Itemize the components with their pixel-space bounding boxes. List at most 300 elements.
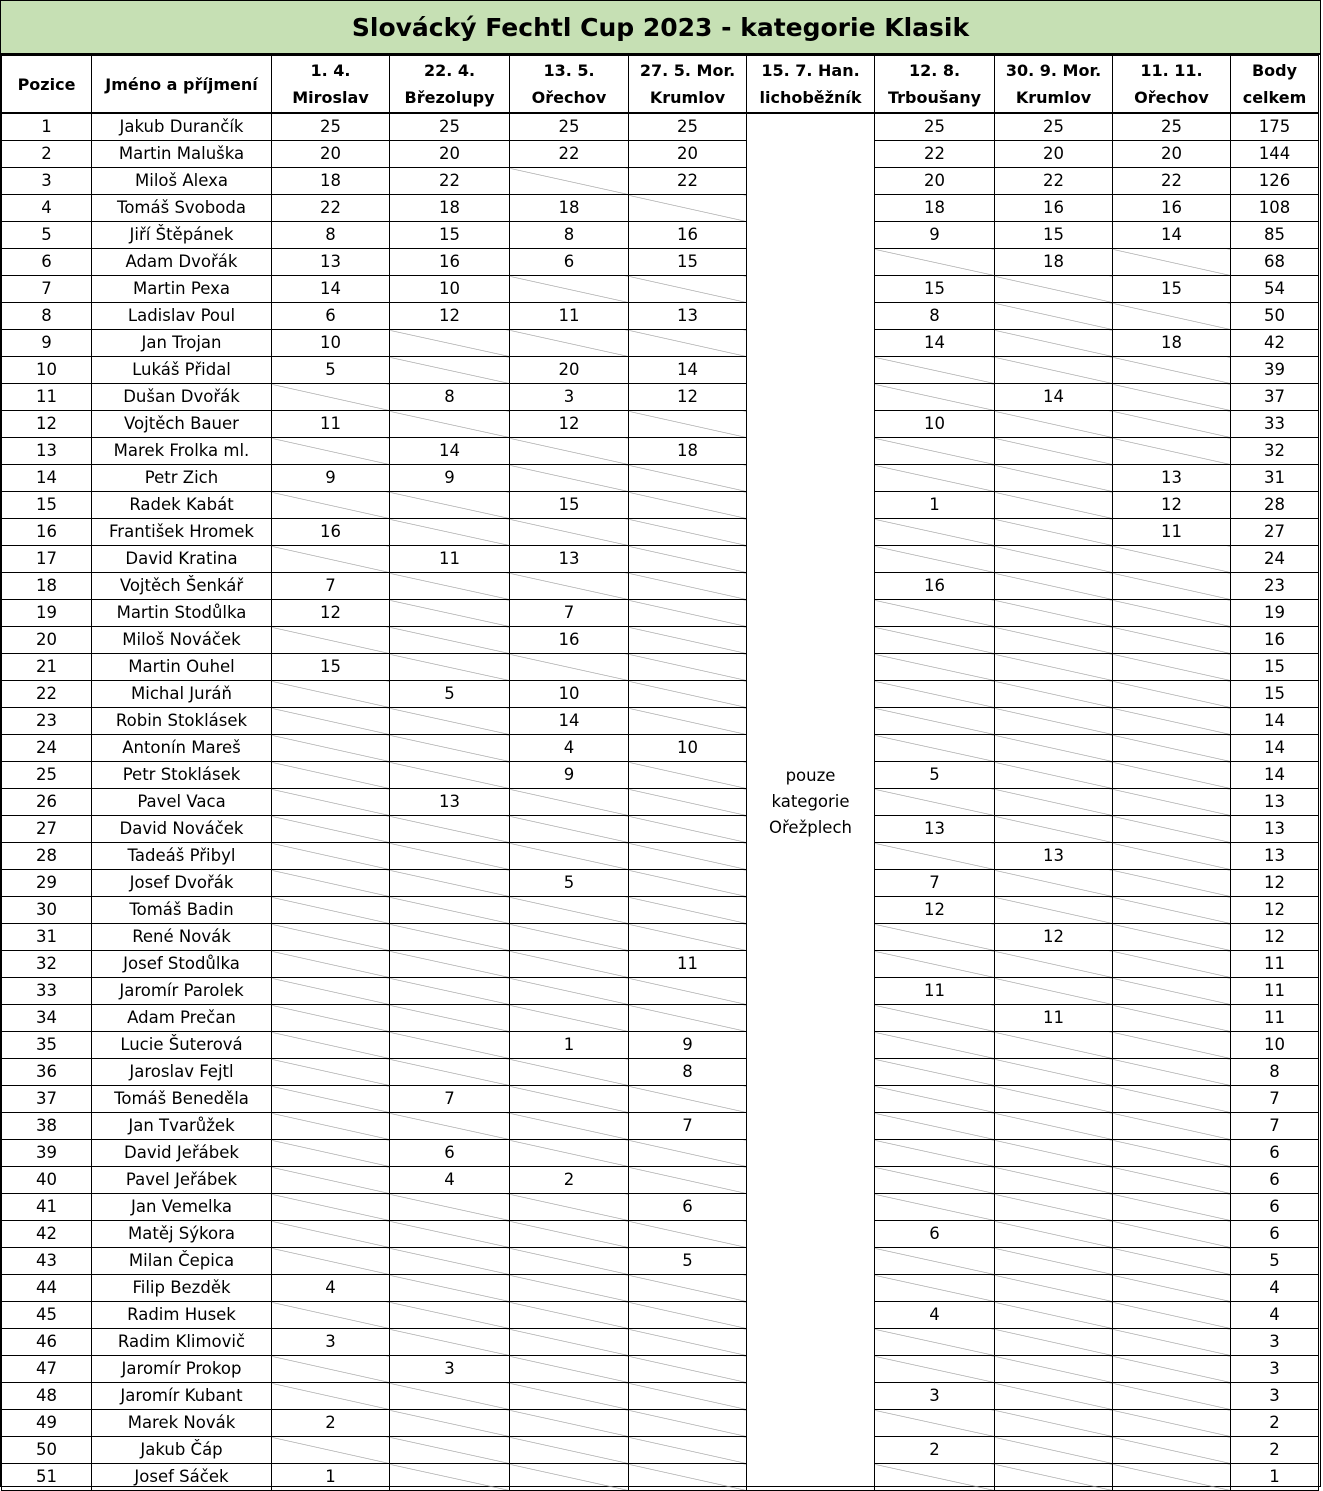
score-cell-event-6 [875,627,995,654]
score-cell-event-1 [272,1248,390,1275]
score-cell-event-1: 8 [272,222,390,249]
total-cell: 12 [1231,924,1319,951]
score-cell-event-8 [1113,546,1231,573]
score-cell-event-7: 16 [995,195,1113,222]
table-row [2,276,1319,303]
position-cell: 22 [2,681,92,708]
total-cell: 19 [1231,600,1319,627]
score-cell-event-4 [629,600,747,627]
score-cell-event-7 [995,789,1113,816]
score-cell-event-1: 14 [272,276,390,303]
table-row [2,627,1319,654]
name-cell: Tomáš Beneděla [92,1086,272,1113]
name-cell: Jan Vemelka [92,1194,272,1221]
score-cell-event-4 [629,573,747,600]
score-cell-event-4 [629,789,747,816]
score-cell-event-7 [995,1302,1113,1329]
merged-note-cell [747,113,875,1491]
score-cell-event-2 [390,978,510,1005]
total-cell: 126 [1231,168,1319,195]
name-cell: Adam Prečan [92,1005,272,1032]
total-cell: 6 [1231,1140,1319,1167]
score-cell-event-3: 18 [510,195,629,222]
name-cell: Martin Maluška [92,141,272,168]
table-row [2,465,1319,492]
table-row [2,195,1319,222]
score-cell-event-2 [390,1248,510,1275]
score-cell-event-6 [875,1032,995,1059]
score-cell-event-4: 18 [629,438,747,465]
table-row [2,1302,1319,1329]
score-cell-event-4 [629,195,747,222]
sheet-title: Slovácký Fechtl Cup 2023 - kategorie Klasik [1,1,1320,55]
name-cell: Radim Husek [92,1302,272,1329]
score-cell-event-7 [995,1140,1113,1167]
score-cell-event-8 [1113,681,1231,708]
score-cell-event-1: 13 [272,249,390,276]
score-cell-event-4 [629,627,747,654]
score-cell-event-1: 4 [272,1275,390,1302]
score-cell-event-6: 9 [875,222,995,249]
score-cell-event-1 [272,1113,390,1140]
position-cell: 28 [2,843,92,870]
table-row [2,1248,1319,1275]
score-cell-event-7 [995,1086,1113,1113]
position-cell: 5 [2,222,92,249]
position-cell: 20 [2,627,92,654]
score-cell-event-3: 6 [510,249,629,276]
name-cell: Petr Zich [92,465,272,492]
score-cell-event-3 [510,519,629,546]
score-cell-event-3 [510,330,629,357]
name-cell: Radek Kabát [92,492,272,519]
name-cell: Pavel Jeřábek [92,1167,272,1194]
score-cell-event-6 [875,1005,995,1032]
total-cell: 14 [1231,762,1319,789]
score-cell-event-8 [1113,438,1231,465]
position-cell: 27 [2,816,92,843]
score-cell-event-6 [875,465,995,492]
table-row [2,1086,1319,1113]
score-cell-event-6 [875,708,995,735]
table-row [2,573,1319,600]
score-cell-event-2: 8 [390,384,510,411]
position-cell: 14 [2,465,92,492]
score-cell-event-3 [510,1059,629,1086]
score-cell-event-8 [1113,789,1231,816]
table-row [2,708,1319,735]
table-row [2,1410,1319,1437]
score-cell-event-2 [390,492,510,519]
total-cell: 54 [1231,276,1319,303]
score-cell-event-3 [510,924,629,951]
score-cell-event-7 [995,465,1113,492]
score-cell-event-2 [390,816,510,843]
score-cell-event-1 [272,762,390,789]
name-cell: Milan Čepica [92,1248,272,1275]
score-cell-event-2 [390,870,510,897]
score-cell-event-6: 2 [875,1437,995,1464]
score-cell-event-8: 15 [1113,276,1231,303]
score-cell-event-3 [510,978,629,1005]
name-cell: Jan Trojan [92,330,272,357]
score-cell-event-3 [510,1383,629,1410]
name-cell: Jaromír Kubant [92,1383,272,1410]
score-cell-event-4: 6 [629,1194,747,1221]
name-cell: Jaromír Parolek [92,978,272,1005]
score-cell-event-4 [629,276,747,303]
score-cell-event-4 [629,1464,747,1491]
score-cell-event-2: 14 [390,438,510,465]
name-cell: Tomáš Badin [92,897,272,924]
header-event-3: 13. 5. Ořechov [510,56,629,114]
score-cell-event-8 [1113,735,1231,762]
score-cell-event-8 [1113,708,1231,735]
score-cell-event-3: 16 [510,627,629,654]
name-cell: Jakub Durančík [92,113,272,141]
score-cell-event-7: 13 [995,843,1113,870]
score-cell-event-7 [995,951,1113,978]
score-cell-event-4 [629,1221,747,1248]
header-row [2,56,1319,114]
score-cell-event-3 [510,1356,629,1383]
position-cell: 29 [2,870,92,897]
score-cell-event-8 [1113,816,1231,843]
score-cell-event-8 [1113,1194,1231,1221]
score-cell-event-7 [995,762,1113,789]
position-cell: 32 [2,951,92,978]
score-cell-event-1 [272,1032,390,1059]
score-cell-event-2: 18 [390,195,510,222]
score-cell-event-6: 22 [875,141,995,168]
score-cell-event-1 [272,1437,390,1464]
score-cell-event-3 [510,789,629,816]
total-cell: 16 [1231,627,1319,654]
score-cell-event-4 [629,1437,747,1464]
score-cell-event-4: 13 [629,303,747,330]
score-cell-event-4 [629,1275,747,1302]
header-event-5: 15. 7. Han. lichoběžník [747,56,875,114]
score-cell-event-2: 22 [390,168,510,195]
table-row [2,141,1319,168]
name-cell: František Hromek [92,519,272,546]
total-cell: 11 [1231,1005,1319,1032]
table-row [2,1194,1319,1221]
score-cell-event-2 [390,1383,510,1410]
name-cell: Antonín Mareš [92,735,272,762]
score-cell-event-8 [1113,951,1231,978]
score-cell-event-3: 13 [510,546,629,573]
score-cell-event-4 [629,492,747,519]
score-cell-event-7 [995,1032,1113,1059]
score-cell-event-1: 25 [272,113,390,141]
score-cell-event-2: 6 [390,1140,510,1167]
total-cell: 13 [1231,843,1319,870]
score-cell-event-8 [1113,1221,1231,1248]
score-cell-event-1 [272,1086,390,1113]
score-cell-event-3: 12 [510,411,629,438]
name-cell: Martin Ouhel [92,654,272,681]
score-cell-event-1 [272,492,390,519]
score-cell-event-3 [510,1437,629,1464]
score-cell-event-4 [629,843,747,870]
score-cell-event-7 [995,654,1113,681]
score-cell-event-2 [390,627,510,654]
header-event-8: 11. 11. Ořechov [1113,56,1231,114]
score-cell-event-4: 16 [629,222,747,249]
merged-note-line: kategorie [771,792,850,811]
score-cell-event-3: 25 [510,113,629,141]
total-cell: 1 [1231,1464,1319,1491]
total-cell: 50 [1231,303,1319,330]
score-cell-event-8 [1113,357,1231,384]
score-cell-event-6 [875,654,995,681]
score-cell-event-3 [510,465,629,492]
score-cell-event-2 [390,843,510,870]
score-cell-event-8: 11 [1113,519,1231,546]
total-cell: 3 [1231,1329,1319,1356]
position-cell: 46 [2,1329,92,1356]
score-cell-event-2 [390,735,510,762]
position-cell: 50 [2,1437,92,1464]
score-cell-event-2 [390,924,510,951]
score-cell-event-8 [1113,762,1231,789]
score-cell-event-8 [1113,1329,1231,1356]
score-cell-event-1 [272,816,390,843]
score-cell-event-7: 14 [995,384,1113,411]
score-cell-event-7 [995,303,1113,330]
total-cell: 3 [1231,1383,1319,1410]
position-cell: 18 [2,573,92,600]
table-row [2,1437,1319,1464]
score-cell-event-3 [510,951,629,978]
score-cell-event-8: 22 [1113,168,1231,195]
table-row [2,600,1319,627]
score-cell-event-6 [875,1167,995,1194]
score-cell-event-7 [995,1437,1113,1464]
score-cell-event-1 [272,1221,390,1248]
score-cell-event-1 [272,1140,390,1167]
table-row [2,1356,1319,1383]
score-cell-event-7 [995,546,1113,573]
score-cell-event-1: 22 [272,195,390,222]
score-cell-event-4 [629,762,747,789]
score-cell-event-6: 14 [875,330,995,357]
score-cell-event-6: 1 [875,492,995,519]
score-cell-event-7 [995,1464,1113,1491]
score-cell-event-7 [995,735,1113,762]
score-cell-event-6 [875,1248,995,1275]
position-cell: 8 [2,303,92,330]
score-cell-event-2 [390,573,510,600]
merged-note-line: pouze [785,766,836,785]
position-cell: 17 [2,546,92,573]
score-cell-event-1 [272,681,390,708]
score-cell-event-3 [510,1086,629,1113]
score-cell-event-1: 18 [272,168,390,195]
position-cell: 34 [2,1005,92,1032]
score-cell-event-1: 16 [272,519,390,546]
total-cell: 10 [1231,1032,1319,1059]
score-cell-event-7 [995,330,1113,357]
position-cell: 51 [2,1464,92,1491]
score-cell-event-8 [1113,1086,1231,1113]
score-cell-event-4 [629,1356,747,1383]
name-cell: Josef Sáček [92,1464,272,1491]
score-cell-event-2 [390,1329,510,1356]
name-cell: Pavel Vaca [92,789,272,816]
score-cell-event-4 [629,465,747,492]
score-cell-event-3: 1 [510,1032,629,1059]
score-cell-event-2 [390,411,510,438]
score-cell-event-4 [629,897,747,924]
position-cell: 35 [2,1032,92,1059]
score-cell-event-8: 12 [1113,492,1231,519]
score-cell-event-8 [1113,1167,1231,1194]
score-cell-event-6: 6 [875,1221,995,1248]
score-cell-event-7: 20 [995,141,1113,168]
score-cell-event-7 [995,978,1113,1005]
header-event-2: 22. 4. Březolupy [390,56,510,114]
name-cell: Lukáš Přidal [92,357,272,384]
table-row [2,1221,1319,1248]
total-cell: 7 [1231,1113,1319,1140]
name-cell: David Jeřábek [92,1140,272,1167]
score-cell-event-8 [1113,384,1231,411]
score-cell-event-8 [1113,1302,1231,1329]
table-row [2,1113,1319,1140]
total-cell: 23 [1231,573,1319,600]
score-cell-event-6: 5 [875,762,995,789]
score-cell-event-3 [510,654,629,681]
score-cell-event-7 [995,1059,1113,1086]
table-row [2,357,1319,384]
score-cell-event-6 [875,843,995,870]
score-cell-event-3: 2 [510,1167,629,1194]
score-cell-event-7 [995,681,1113,708]
score-cell-event-3 [510,843,629,870]
score-cell-event-6 [875,924,995,951]
score-cell-event-7 [995,573,1113,600]
score-cell-event-8: 25 [1113,113,1231,141]
score-cell-event-4: 15 [629,249,747,276]
name-cell: Matěj Sýkora [92,1221,272,1248]
score-cell-event-3 [510,573,629,600]
name-cell: Martin Stodůlka [92,600,272,627]
score-cell-event-4: 7 [629,1113,747,1140]
score-cell-event-6 [875,1410,995,1437]
score-cell-event-8 [1113,1410,1231,1437]
score-cell-event-2 [390,1194,510,1221]
score-cell-event-3: 10 [510,681,629,708]
score-cell-event-3 [510,1221,629,1248]
score-cell-event-4 [629,411,747,438]
score-cell-event-2 [390,1059,510,1086]
table-row [2,870,1319,897]
score-cell-event-3 [510,1248,629,1275]
total-cell: 5 [1231,1248,1319,1275]
total-cell: 4 [1231,1302,1319,1329]
name-cell: Jaroslav Fejtl [92,1059,272,1086]
score-cell-event-7 [995,411,1113,438]
score-cell-event-6 [875,600,995,627]
name-cell: Tomáš Svoboda [92,195,272,222]
score-cell-event-6: 8 [875,303,995,330]
position-cell: 10 [2,357,92,384]
score-cell-event-2 [390,654,510,681]
score-cell-event-4: 9 [629,1032,747,1059]
score-cell-event-4 [629,924,747,951]
position-cell: 36 [2,1059,92,1086]
position-cell: 39 [2,1140,92,1167]
name-cell: Adam Dvořák [92,249,272,276]
score-cell-event-1 [272,546,390,573]
score-cell-event-8 [1113,1113,1231,1140]
score-cell-event-2 [390,708,510,735]
total-cell: 12 [1231,870,1319,897]
score-cell-event-7 [995,1167,1113,1194]
score-cell-event-4: 11 [629,951,747,978]
score-cell-event-8 [1113,1464,1231,1491]
name-cell: Jan Tvarůžek [92,1113,272,1140]
position-cell: 33 [2,978,92,1005]
score-cell-event-3: 15 [510,492,629,519]
score-cell-event-1 [272,1194,390,1221]
score-cell-event-7 [995,519,1113,546]
table-row [2,897,1319,924]
score-cell-event-1: 9 [272,465,390,492]
score-cell-event-6 [875,1113,995,1140]
header-event-6: 12. 8. Trboušany [875,56,995,114]
score-cell-event-4: 22 [629,168,747,195]
name-cell: Miloš Alexa [92,168,272,195]
position-cell: 23 [2,708,92,735]
table-row [2,438,1319,465]
position-cell: 19 [2,600,92,627]
score-cell-event-1 [272,924,390,951]
score-cell-event-8 [1113,1032,1231,1059]
table-row [2,1275,1319,1302]
score-cell-event-8 [1113,654,1231,681]
position-cell: 7 [2,276,92,303]
total-cell: 2 [1231,1410,1319,1437]
name-cell: Radim Klimovič [92,1329,272,1356]
score-cell-event-2: 9 [390,465,510,492]
score-cell-event-1 [272,1059,390,1086]
score-cell-event-1: 15 [272,654,390,681]
score-cell-event-8 [1113,1356,1231,1383]
total-cell: 2 [1231,1437,1319,1464]
score-cell-event-1 [272,384,390,411]
score-cell-event-3 [510,1005,629,1032]
position-cell: 41 [2,1194,92,1221]
table-row [2,1383,1319,1410]
score-cell-event-2 [390,1005,510,1032]
score-cell-event-3 [510,276,629,303]
score-cell-event-8: 14 [1113,222,1231,249]
table-row [2,1329,1319,1356]
total-cell: 12 [1231,897,1319,924]
table-row [2,168,1319,195]
total-cell: 11 [1231,978,1319,1005]
position-cell: 40 [2,1167,92,1194]
score-cell-event-6: 20 [875,168,995,195]
score-cell-event-8 [1113,249,1231,276]
score-cell-event-6 [875,249,995,276]
score-cell-event-8 [1113,1059,1231,1086]
score-cell-event-6 [875,681,995,708]
table-row [2,330,1319,357]
